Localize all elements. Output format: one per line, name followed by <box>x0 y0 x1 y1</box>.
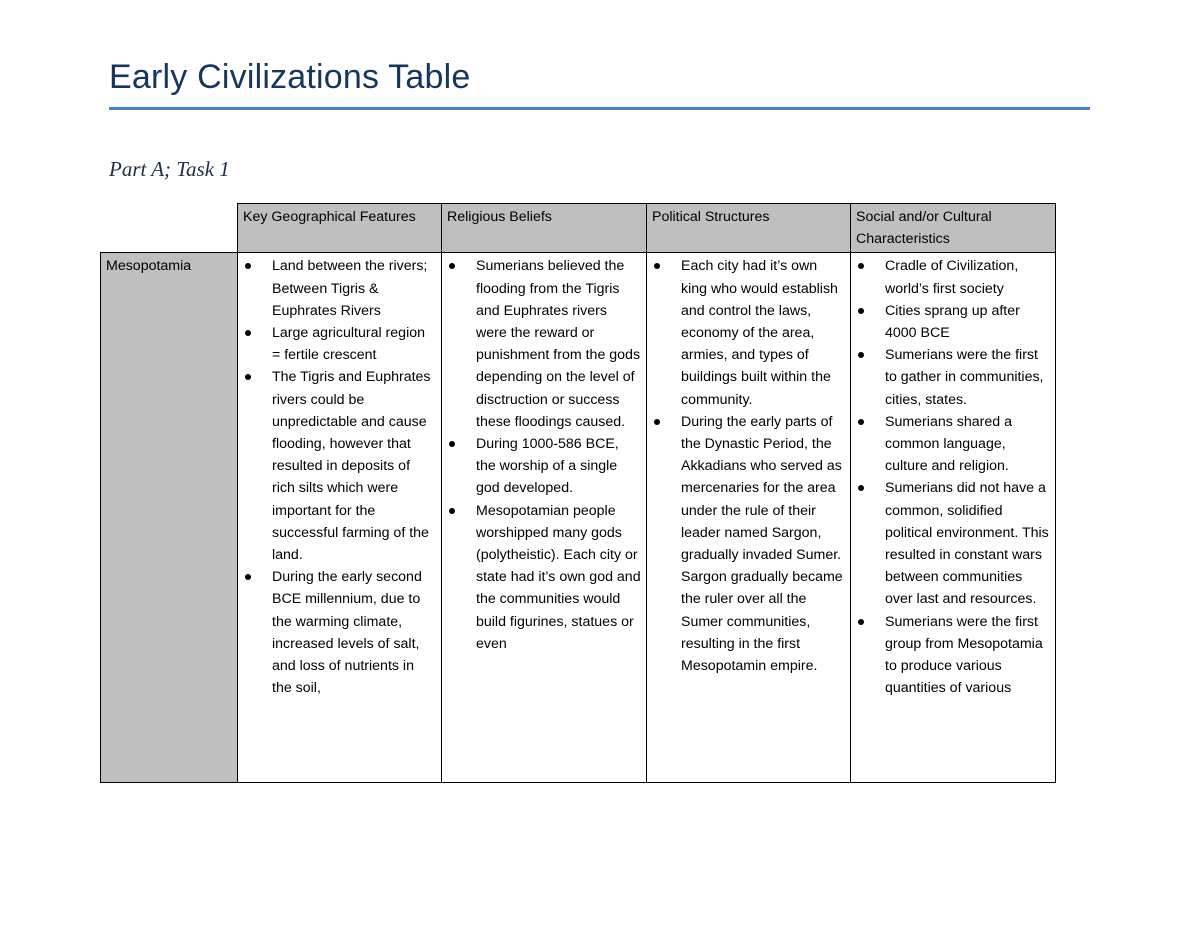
document-title: Early Civilizations Table <box>109 58 471 96</box>
list-item: Mesopotamian people worshipped many gods (polytheistic). Each city or state had it’s own god and the communities would build figurines, statues or even <box>447 500 641 655</box>
table-row <box>101 253 1056 783</box>
cell-religion <box>442 253 647 783</box>
social-list <box>856 255 1050 699</box>
list-item: Sumerians did not have a common, solidified political environment. This resulted in constant wars between communities over last and resources. <box>856 477 1050 610</box>
header-social: Social and/or Cultural Characteristics <box>851 204 1056 253</box>
title-underline <box>109 107 1090 110</box>
document-subtitle: Part A; Task 1 <box>109 157 230 181</box>
header-geography: Key Geographical Features <box>238 204 442 253</box>
list-item: Cradle of Civilization, world’s first society <box>856 255 1050 299</box>
header-religion: Religious Beliefs <box>442 204 647 253</box>
politics-list <box>652 255 845 677</box>
list-item: Sumerians believed the flooding from the Tigris and Euphrates rivers were the reward or punishment from the gods depending on the level of disctruction or success these floodings caused. <box>447 255 641 433</box>
list-item: The Tigris and Euphrates rivers could be unpredictable and cause flooding, however that resulted in deposits of rich silts which were important for the successful farming of the land. <box>243 366 436 566</box>
list-item: Each city had it’s own king who would establish and control the laws, economy of the area, armies, and types of buildings built within the community. <box>652 255 845 410</box>
list-item: During 1000-586 BCE, the worship of a single god developed. <box>447 433 641 500</box>
list-item: Land between the rivers; Between Tigris & Euphrates Rivers <box>243 255 436 322</box>
list-item: Sumerians shared a common language, culture and religion. <box>856 411 1050 478</box>
cell-politics <box>647 253 851 783</box>
header-corner-cell <box>101 204 238 253</box>
list-item: Large agricultural region = fertile crescent <box>243 322 436 366</box>
list-item: During the early second BCE millennium, due to the warming climate, increased levels of salt, and loss of nutrients in the soil, <box>243 566 436 699</box>
cell-geography <box>238 253 442 783</box>
religion-list <box>447 255 641 655</box>
cell-social <box>851 253 1056 783</box>
geography-list <box>243 255 436 699</box>
civilizations-table <box>100 203 1056 783</box>
table-header-row <box>101 204 1056 253</box>
list-item: During the early parts of the Dynastic Period, the Akkadians who served as mercenaries for the area under the rule of their leader named Sargon, gradually invaded Sumer. Sargon gradually became the ruler over all the Sumer communities, resulting in the first Mesopotamin empire. <box>652 411 845 677</box>
list-item: Cities sprang up after 4000 BCE <box>856 300 1050 344</box>
header-politics: Political Structures <box>647 204 851 253</box>
list-item: Sumerians were the first to gather in communities, cities, states. <box>856 344 1050 411</box>
row-label-mesopotamia: Mesopotamia <box>101 253 238 783</box>
list-item: Sumerians were the first group from Mesopotamia to produce various quantities of various <box>856 611 1050 700</box>
